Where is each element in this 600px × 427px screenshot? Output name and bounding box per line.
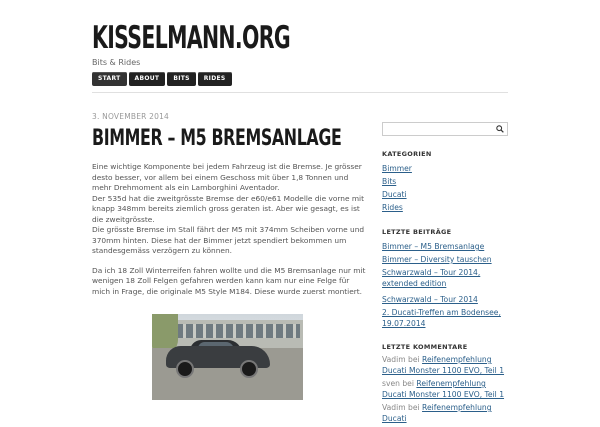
nav-item-start[interactable]: START: [92, 72, 127, 86]
site-tagline: Bits & Rides: [92, 58, 141, 67]
post-line: Eine wichtige Komponente bei jedem Fahrzeug ist die Bremse. Je grösser desto besser, vor allem bei einem Geschoss mit über 1,8 Tonnen und mehr Drehmoment als ein Lamborghini Aventador.: [92, 162, 362, 192]
photo-building-windows: [176, 324, 300, 338]
nav-item-about[interactable]: ABOUT: [129, 72, 166, 86]
recent-post-link[interactable]: 2. Ducati-Treffen am Bodensee, 19.07.2014: [382, 308, 501, 328]
header-divider: [92, 92, 508, 93]
post-paragraph: Da ich 18 Zoll Winterreifen fahren wollte und die M5 Bremsanlage nur mit wenigen 18 Zoll Felgen gefahren werden kann kam nur eine Felge für mich in Frage, die originale M5 Style M184. Diese wurde zuerst montiert.: [92, 265, 366, 296]
comment-post-link[interactable]: Reifenempfehlung Ducati Monster 1100 EVO, Teil 1: [382, 355, 505, 375]
category-link[interactable]: Ducati: [382, 190, 407, 199]
post-body: [92, 162, 368, 306]
recent-post-link[interactable]: Bimmer – Diversity tauschen: [382, 255, 492, 264]
site-title[interactable]: KISSELMANN.ORG: [92, 20, 290, 56]
comment-connector: bei: [408, 355, 420, 364]
recent-comments-title: LETZTE KOMMENTARE: [382, 343, 468, 351]
search-icon[interactable]: [496, 125, 504, 133]
post-car-photo[interactable]: [152, 314, 303, 400]
recent-comment: [382, 379, 508, 400]
category-link[interactable]: Bits: [382, 177, 397, 186]
photo-car-rear-wheel: [240, 360, 258, 378]
recent-post-link[interactable]: Bimmer – M5 Bremsanlage: [382, 242, 485, 251]
nav-item-rides[interactable]: RIDES: [198, 72, 232, 86]
comment-author: sven: [382, 379, 400, 388]
sidebar: [382, 122, 508, 427]
recent-post-link[interactable]: Schwarzwald – Tour 2014, extended edition: [382, 268, 481, 288]
post-date: 3. NOVEMBER 2014: [92, 112, 170, 121]
nav-item-bits[interactable]: BITS: [167, 72, 195, 86]
comment-connector: bei: [408, 403, 420, 412]
categories-title: KATEGORIEN: [382, 150, 432, 158]
recent-comment: [382, 355, 508, 376]
comment-author: Vadim: [382, 403, 406, 412]
site-header: [92, 20, 508, 67]
recent-posts-title: LETZTE BEITRÄGE: [382, 228, 452, 236]
recent-comment: [382, 403, 508, 424]
post-paragraph: [92, 162, 368, 257]
category-link[interactable]: Bimmer: [382, 164, 412, 173]
recent-post-link[interactable]: Schwarzwald – Tour 2014: [382, 295, 478, 304]
category-link[interactable]: Rides: [382, 203, 403, 212]
comment-post-link[interactable]: Reifenempfehlung Ducati Monster 1100 EVO, Teil 1: [382, 379, 505, 399]
post-line: Der 535d hat die zweitgrösste Bremse der e60/e61 Modelle die vorne mit knapp 348mm bereits ziemlich gross geraten ist. Aber wie gesagt, es ist die zweitgrösste.: [92, 193, 365, 224]
post-line: Die grösste Bremse im Stall fährt der M5 mit 374mm Scheiben vorne und 370mm hinten. Diese hat der Bimmer jetzt spendiert bekommen um standesgemäss verzögern zu können.: [92, 225, 365, 255]
comment-post-link[interactable]: Reifenempfehlung Ducati: [382, 403, 492, 423]
comment-author: Vadim: [382, 355, 406, 364]
main-nav: [92, 72, 232, 86]
post-title[interactable]: BIMMER – M5 BREMSANLAGE: [92, 126, 342, 151]
photo-car-front-wheel: [176, 360, 194, 378]
search-input[interactable]: [382, 122, 508, 136]
comment-connector: bei: [402, 379, 414, 388]
